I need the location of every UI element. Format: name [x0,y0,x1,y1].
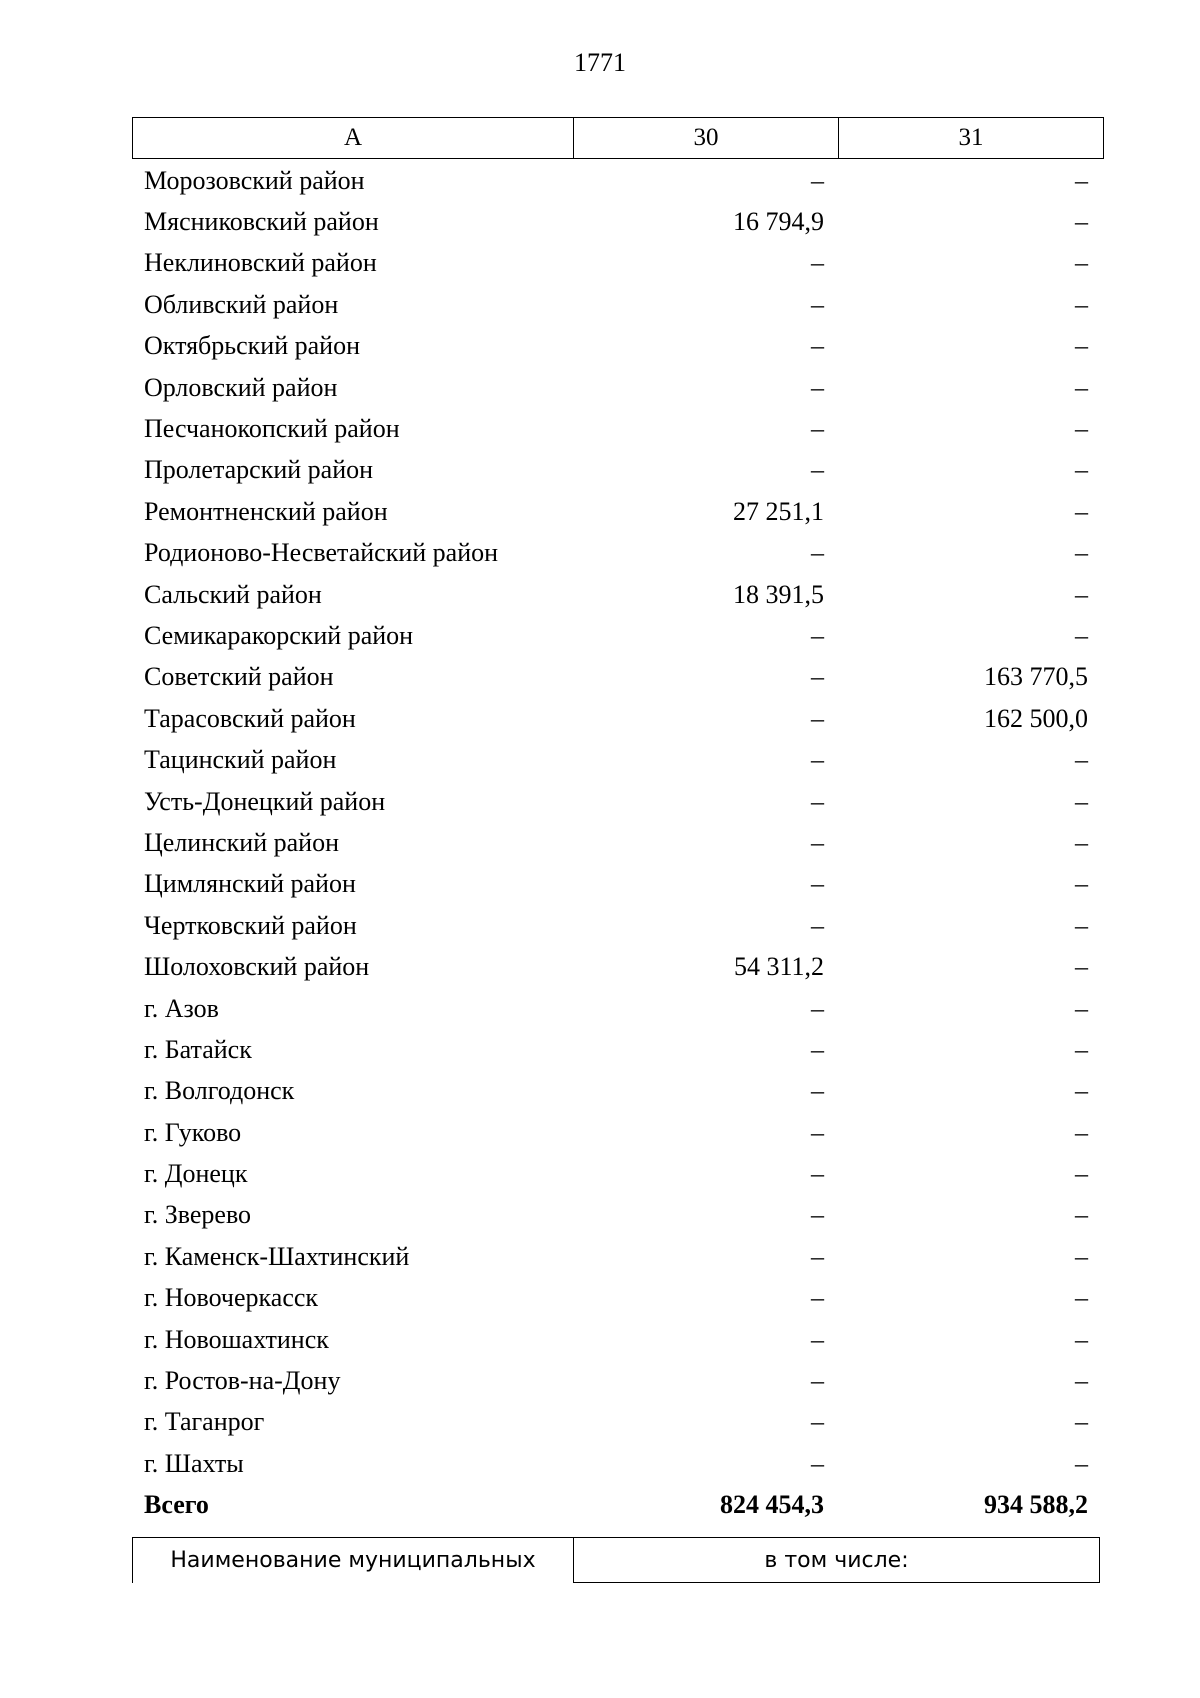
value-col-30: 16 794,9 [733,207,824,237]
value-col-31: – [1075,869,1088,899]
value-col-31: – [1075,1117,1088,1147]
value-col-30: – [811,1283,824,1313]
value-col-30: 18 391,5 [733,579,824,609]
municipality-name: Всего [144,1490,209,1520]
value-col-30: 54 311,2 [733,952,824,982]
value-col-31: – [1075,745,1088,775]
municipality-name: г. Шахты [144,1448,244,1478]
table-row [132,1236,1100,1277]
municipality-name: Мясниковский район [144,207,379,237]
table-row [132,1278,1100,1319]
municipality-name: Обливский район [144,289,339,319]
municipality-name: Семикаракорский район [144,620,414,650]
table-row [132,1112,1100,1153]
value-col-30: – [811,289,824,319]
value-col-30: – [811,869,824,899]
municipality-name: г. Новошахтинск [144,1324,329,1354]
page-number: 1771 [574,48,626,77]
column-header-row [133,118,1104,159]
column-header-31: 31 [839,118,1104,159]
municipality-name: Ремонтненский район [144,496,388,526]
municipality-name: г. Каменск-Шахтинский [144,1241,410,1271]
value-col-31: – [1075,827,1088,857]
table-row [132,739,1100,780]
value-col-30: – [811,703,824,733]
value-col-31: – [1075,1283,1088,1313]
table-row [132,946,1100,987]
value-col-31: – [1075,1324,1088,1354]
table-row [132,615,1100,656]
value-col-30: – [811,1448,824,1478]
table-row [132,1319,1100,1360]
value-col-30: – [811,1407,824,1437]
column-header-a: А [133,118,574,159]
municipality-name-header: Наименование муниципальных [133,1538,574,1583]
municipality-name: Неклиновский район [144,248,377,278]
value-col-31: – [1075,538,1088,568]
value-col-31: – [1075,455,1088,485]
municipality-name: Родионово-Несветайский район [144,538,499,568]
table-row [132,450,1100,491]
value-col-31: – [1075,1241,1088,1271]
municipality-name: Шолоховский район [144,952,370,982]
municipality-name: г. Таганрог [144,1407,265,1437]
table-row [132,864,1100,905]
value-col-31: – [1075,993,1088,1023]
value-col-31: – [1075,1076,1088,1106]
value-col-31: – [1075,1448,1088,1478]
municipality-name: г. Донецк [144,1159,248,1189]
value-col-30: – [811,1159,824,1189]
table-row [132,1402,1100,1443]
value-col-31: – [1075,952,1088,982]
municipality-name: Усть-Донецкий район [144,786,386,816]
table-row [132,822,1100,863]
value-col-31: – [1075,248,1088,278]
municipality-name: г. Зверево [144,1200,252,1230]
value-col-31: 163 770,5 [984,662,1088,692]
value-col-31: – [1075,1366,1088,1396]
table-row [132,905,1100,946]
table-row [132,367,1100,408]
value-col-31: – [1075,1407,1088,1437]
value-col-30: – [811,414,824,444]
including-header: в том числе: [574,1538,1100,1583]
value-col-31: – [1075,1200,1088,1230]
value-col-31: – [1075,165,1088,195]
value-col-30: – [811,993,824,1023]
value-col-31: 934 588,2 [984,1490,1088,1520]
value-col-30: – [811,827,824,857]
value-col-30: – [811,1034,824,1064]
value-col-30: – [811,331,824,361]
value-col-30: – [811,165,824,195]
municipality-name: Целинский район [144,827,339,857]
value-col-31: – [1075,331,1088,361]
table-row [132,698,1100,739]
table-row [132,1360,1100,1401]
municipality-name: Чертковский район [144,910,357,940]
table-row [132,533,1100,574]
municipality-name: г. Волгодонск [144,1076,295,1106]
value-col-30: – [811,248,824,278]
value-col-30: – [811,538,824,568]
value-col-31: – [1075,1034,1088,1064]
next-table-header [132,1537,1100,1583]
value-col-30: – [811,786,824,816]
municipality-name: г. Новочеркасск [144,1283,319,1313]
municipality-name: Цимлянский район [144,869,356,899]
table-body [132,160,1100,1526]
value-col-31: – [1075,620,1088,650]
value-col-30: – [811,1324,824,1354]
table-row [132,160,1100,201]
municipality-name: Тарасовский район [144,703,356,733]
municipality-name: г. Батайск [144,1034,252,1064]
table-row [132,988,1100,1029]
value-col-31: – [1075,1159,1088,1189]
municipality-name: Октябрьский район [144,331,360,361]
value-col-31: – [1075,579,1088,609]
table-row [132,574,1100,615]
municipality-name: Песчанокопский район [144,414,400,444]
table-row [132,1029,1100,1070]
next-table-header-row [133,1538,1100,1583]
table-row [132,491,1100,532]
value-col-31: – [1075,496,1088,526]
value-col-30: – [811,910,824,940]
column-header-30: 30 [574,118,839,159]
value-col-30: 27 251,1 [733,496,824,526]
value-col-31: – [1075,910,1088,940]
column-header-table [132,117,1104,159]
table-row [132,201,1100,242]
value-col-30: – [811,745,824,775]
value-col-30: – [811,662,824,692]
table-row [132,284,1100,325]
value-col-30: – [811,455,824,485]
value-col-30: 824 454,3 [720,1490,824,1520]
value-col-30: – [811,1200,824,1230]
value-col-31: – [1075,372,1088,402]
value-col-31: – [1075,414,1088,444]
table-row [132,1153,1100,1194]
table-row [132,243,1100,284]
municipality-name: Пролетарский район [144,455,374,485]
municipality-name: г. Азов [144,993,219,1023]
municipality-name: Морозовский район [144,165,365,195]
value-col-31: 162 500,0 [984,703,1088,733]
municipality-name: Тацинский район [144,745,337,775]
municipality-name: г. Ростов-на-Дону [144,1366,341,1396]
total-row [132,1485,1100,1526]
value-col-31: – [1075,289,1088,319]
table-row [132,408,1100,449]
municipality-name: Орловский район [144,372,338,402]
value-col-30: – [811,1117,824,1147]
value-col-30: – [811,372,824,402]
value-col-30: – [811,1076,824,1106]
table-row [132,657,1100,698]
municipality-name: г. Гуково [144,1117,242,1147]
municipality-name: Сальский район [144,579,322,609]
municipality-name: Советский район [144,662,334,692]
table-row [132,1443,1100,1484]
value-col-31: – [1075,786,1088,816]
value-col-30: – [811,1366,824,1396]
table-row [132,1071,1100,1112]
table-row [132,781,1100,822]
table-row [132,326,1100,367]
table-row [132,1195,1100,1236]
value-col-30: – [811,1241,824,1271]
value-col-30: – [811,620,824,650]
value-col-31: – [1075,207,1088,237]
